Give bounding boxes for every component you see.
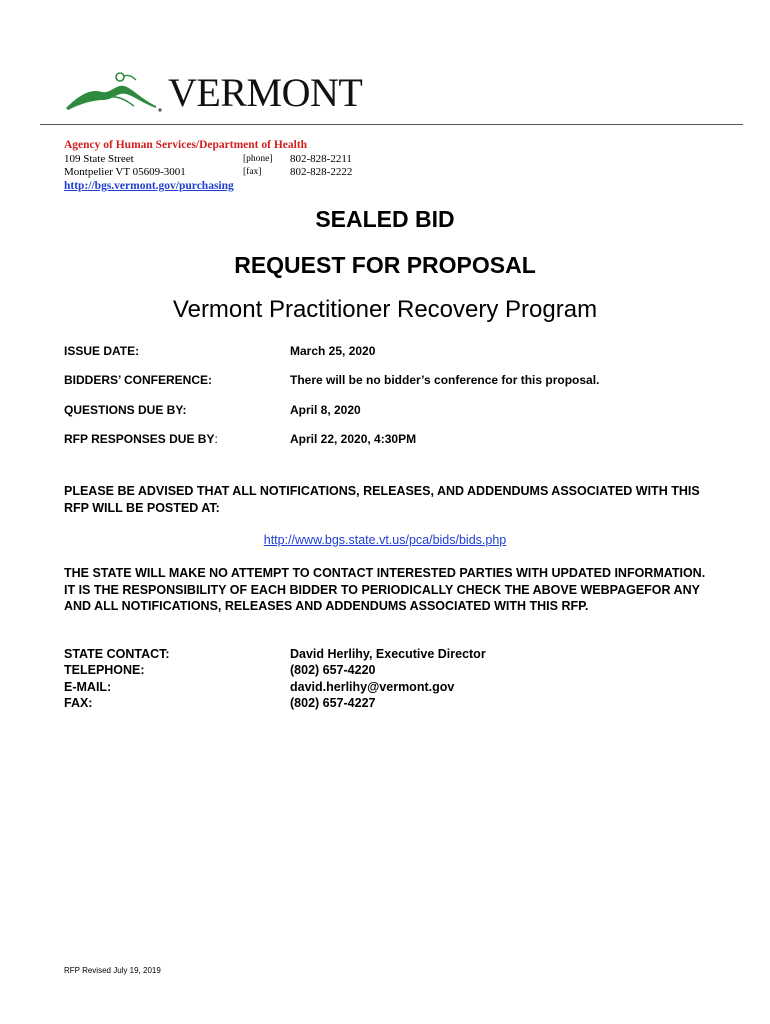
title-program: Vermont Practitioner Recovery Program xyxy=(172,296,598,323)
logo-wordmark: VERMONT xyxy=(168,70,363,115)
title-sealed-bid: SEALED BID xyxy=(315,206,455,232)
agency-fax: 802-828-2222 xyxy=(290,166,353,178)
agency-phone: 802-828-2211 xyxy=(290,153,352,165)
fax-contact-value: (802) 657-4227 xyxy=(290,696,376,710)
responses-due-label: RFP RESPONSES DUE BY: xyxy=(64,432,218,446)
state-contact-value: David Herlihy, Executive Director xyxy=(290,647,486,661)
fax-contact-label: FAX: xyxy=(64,696,93,710)
email-value[interactable]: david.herlihy@vermont.gov xyxy=(290,680,455,694)
header-divider xyxy=(40,124,743,125)
title-rfp: REQUEST FOR PROPOSAL xyxy=(234,252,536,278)
bidders-conference-label: BIDDERS’ CONFERENCE: xyxy=(64,373,213,387)
notice-responsibility: THE STATE WILL MAKE NO ATTEMPT TO CONTACT INTERESTED PARTIES WITH UPDATED INFORMATION. IT IS THE RESPONSIBILITY OF EACH BIDDER TO PERIODICALLY CHECK THE ABOVE WEBPAGEFOR ANY AND ALL NOTIFICATIONS, RELEASES AND ADDENDUMS ASSOCIATED WITH THIS RFP. xyxy=(64,566,706,613)
issue-date-label: ISSUE DATE: xyxy=(64,344,140,358)
bidders-conference-value: There will be no bidder’s conference for this proposal. xyxy=(290,373,600,387)
purchasing-link[interactable]: http://bgs.vermont.gov/purchasing xyxy=(64,180,234,192)
issue-date-value: March 25, 2020 xyxy=(290,344,376,358)
fax-label: [fax] xyxy=(243,167,262,177)
state-contact-label: STATE CONTACT: xyxy=(64,647,170,661)
agency-street: 109 State Street xyxy=(64,153,134,165)
telephone-label: TELEPHONE: xyxy=(64,663,145,677)
telephone-value: (802) 657-4220 xyxy=(290,663,376,677)
email-label: E-MAIL: xyxy=(64,680,112,694)
agency-city: Montpelier VT 05609-3001 xyxy=(64,166,186,178)
questions-due-value: April 8, 2020 xyxy=(290,403,361,417)
responses-due-value: April 22, 2020, 4:30PM xyxy=(290,432,417,446)
vermont-mountain-logo-icon xyxy=(64,70,168,114)
vermont-logo xyxy=(64,70,363,115)
phone-label: [phone] xyxy=(243,154,273,164)
notice-posting: PLEASE BE ADVISED THAT ALL NOTIFICATIONS, RELEASES, AND ADDENDUMS ASSOCIATED WITH THIS RFP WILL BE POSTED AT: xyxy=(64,484,700,515)
agency-name: Agency of Human Services/Department of Health xyxy=(64,139,308,151)
bids-page-link[interactable]: http://www.bgs.state.vt.us/pca/bids/bids.php xyxy=(263,533,507,547)
questions-due-label: QUESTIONS DUE BY: xyxy=(64,403,187,417)
footer-revision: RFP Revised July 19, 2019 xyxy=(64,966,161,975)
